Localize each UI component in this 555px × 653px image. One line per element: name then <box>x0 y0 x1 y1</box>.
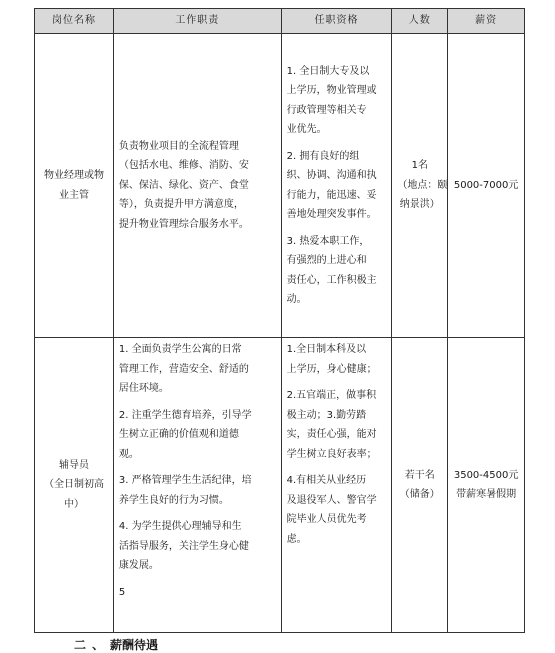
position-cell <box>35 34 114 338</box>
salary-line: 3500-4500元 <box>453 469 519 481</box>
section-title: 薪酬待遇 <box>110 638 159 652</box>
position-line: 中） <box>63 498 84 510</box>
position-line: 辅导员 <box>58 459 89 471</box>
duty-line: 活指导服务，关注学生身心健 <box>118 540 249 552</box>
qualification-line: 院毕业人员优先考 <box>286 514 367 525</box>
duty-line: 生树立正确的价值观和道德 <box>118 429 239 440</box>
qualification-item <box>287 340 387 379</box>
qualification-line: 1.全日制本科及以 <box>286 344 367 355</box>
duty-line: 2. 注重学生德育培养，引导学 <box>118 409 252 421</box>
count-line: 纳景洪） <box>399 199 440 211</box>
salary-line: 5000-7000元 <box>453 179 519 191</box>
qualification-line: 虑。 <box>286 533 307 545</box>
count-line: （地点：颐 <box>397 179 448 191</box>
qualification-line: 1. 全日制大专及以 <box>286 65 370 77</box>
duty-item <box>119 517 276 576</box>
duty-line: 保、保洁、绿化、资产、食堂 <box>118 179 249 191</box>
qualification-line: 上学历，物业管理或 <box>286 85 377 96</box>
duty-line: 负责物业项目的全流程管理 <box>118 140 239 152</box>
section-heading <box>74 636 158 653</box>
duty-line: 4. 为学生提供心理辅导和生 <box>118 521 242 532</box>
salary-line: 带薪寒暑假期 <box>456 489 517 500</box>
qualification-item <box>287 386 387 464</box>
qualification-line: 业优先。 <box>286 124 327 135</box>
qualification-line: 学生树立良好表率； <box>286 448 377 460</box>
duty-item <box>119 471 276 510</box>
qualification-item <box>287 471 387 549</box>
salary-cell <box>448 338 525 633</box>
position-cell <box>35 338 114 633</box>
qualifications-cell <box>281 34 392 338</box>
duty-item <box>119 137 276 235</box>
count-line: 1名 <box>411 160 428 172</box>
duty-item <box>119 340 276 399</box>
header-qualifications: 任职资格 <box>281 9 392 34</box>
duties-cell <box>113 34 281 338</box>
qualification-line: 责任心，工作积极主 <box>286 274 377 286</box>
qualification-item <box>287 62 387 140</box>
duty-line: 5 <box>118 586 126 598</box>
qualification-item <box>287 232 387 310</box>
table-row <box>35 338 525 633</box>
count-cell <box>392 338 448 633</box>
qualification-item <box>287 147 387 225</box>
duty-line: 养学生良好的行为习惯。 <box>118 494 229 506</box>
count-line: 若干名 <box>404 469 435 481</box>
qualification-line: 2.五官端正，做事积 <box>286 390 377 401</box>
duty-line: 管理工作，营造安全、舒适的 <box>118 363 249 375</box>
qualification-line: 3. 热爱本职工作， <box>286 235 370 247</box>
qualification-line: 织、协调、沟通和执 <box>286 170 377 181</box>
duty-line: 3. 严格管理学生生活纪律，培 <box>118 475 252 486</box>
header-count: 人数 <box>392 9 448 34</box>
table-row <box>35 34 525 338</box>
qualification-line: 善地处理突发事件。 <box>286 209 377 220</box>
duty-line: 康发展。 <box>118 560 159 571</box>
header-salary: 薪资 <box>448 9 525 34</box>
qualification-line: 4.有相关从业经历 <box>286 475 367 486</box>
qualification-line: 极主动；3.勤劳踏 <box>286 409 367 421</box>
qualification-line: 及退役军人、警官学 <box>286 494 377 506</box>
header-position: 岗位名称 <box>35 9 114 34</box>
duty-line: 观。 <box>118 448 139 460</box>
count-cell <box>392 34 448 338</box>
duty-line: 等），负责提升甲方满意度， <box>118 199 244 211</box>
duty-line: 提升物业管理综合服务水平。 <box>118 218 249 230</box>
position-line: （全日制初高 <box>43 479 104 491</box>
qualifications-cell <box>281 338 392 633</box>
duty-line: 1. 全面负责学生公寓的日常 <box>118 344 242 355</box>
qualification-line: 上学历，身心健康； <box>286 363 377 375</box>
qualification-line: 动。 <box>286 294 307 305</box>
position-line: 业主管 <box>58 189 89 201</box>
qualification-line: 2. 拥有良好的组 <box>286 150 360 162</box>
section-number: 二、 <box>74 638 111 652</box>
salary-cell <box>448 34 525 338</box>
table-header-row <box>35 9 525 34</box>
qualification-line: 行能力，能迅速、妥 <box>286 189 377 201</box>
header-duties: 工作职责 <box>113 9 281 34</box>
duty-line: （包括水电、维修、消防、安 <box>118 160 249 172</box>
duty-item <box>119 583 276 603</box>
count-line: （储备） <box>399 489 440 500</box>
qualification-line: 有强烈的上进心和 <box>286 255 367 266</box>
duties-cell <box>113 338 281 633</box>
duty-item <box>119 406 276 465</box>
position-line: 物业经理或物 <box>43 170 104 181</box>
job-table <box>34 8 525 633</box>
qualification-line: 实，责任心强，能对 <box>286 429 377 440</box>
duty-line: 居住环境。 <box>118 383 169 394</box>
qualification-line: 行政管理等相关专 <box>286 104 367 116</box>
